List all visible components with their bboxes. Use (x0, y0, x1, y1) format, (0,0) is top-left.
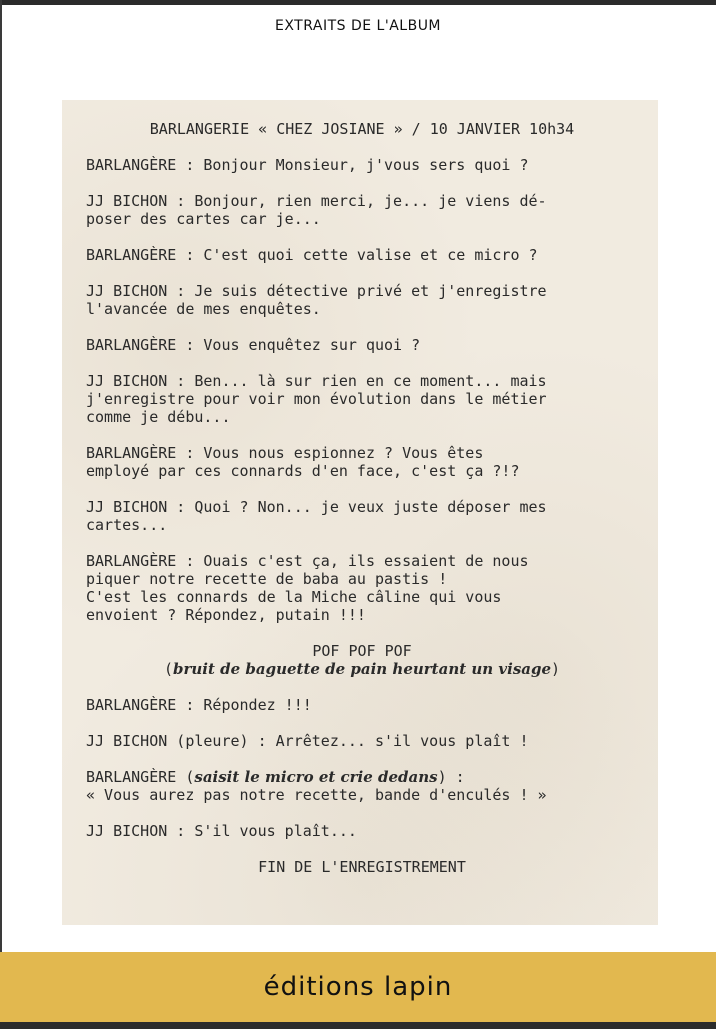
ending-text: FIN DE L'ENREGISTREMENT (258, 858, 466, 876)
dialogue-line: BARLANGÈRE : Ouais c'est ça, ils essaient de nous piquer notre recette de baba au pastis ! C'est les connards de la Miche câline qui vous envoient ? Répondez, putain !!! (86, 552, 529, 624)
dialogue-line: BARLANGÈRE : Vous nous espionnez ? Vous êtes employé par ces connards d'en face, c'est ça ?!? (86, 444, 520, 480)
quote: « Vous aurez pas notre recette, bande d'enculés ! » (86, 786, 547, 804)
dialogue-line: JJ BICHON : Je suis détective privé et j'enregistre l'avancée de mes enquêtes. (86, 282, 547, 318)
dialogue-line: JJ BICHON : Quoi ? Non... je veux juste déposer mes cartes... (86, 498, 547, 534)
dialogue-line: JJ BICHON : Bonjour, rien merci, je... je viens dé- poser des cartes car je... (86, 192, 547, 228)
scene-heading: BARLANGERIE « CHEZ JOSIANE » / 10 JANVIER 10h34 (149, 120, 575, 138)
note-paren-close: ) (551, 660, 561, 678)
bottom-border (0, 1022, 716, 1029)
footer-band (0, 952, 716, 1022)
dialogue-line: BARLANGÈRE : Vous enquêtez sur quoi ? (86, 336, 421, 354)
dialogue-line: JJ BICHON (pleure) : Arrêtez... s'il vous plaît ! (86, 732, 529, 750)
stage-direction: saisit le micro et crie dedans (194, 768, 438, 786)
dialogue-line: BARLANGÈRE : Bonjour Monsieur, j'vous sers quoi ? (86, 156, 529, 174)
speaker: BARLANGÈRE ( (86, 768, 195, 786)
sound-effect-note (86, 660, 638, 678)
note-text: bruit de baguette de pain heurtant un visage (172, 660, 552, 678)
typewritten-sheet (62, 100, 658, 925)
script-text (86, 120, 638, 894)
note-paren-open: ( (163, 660, 173, 678)
page-title: EXTRAITS DE L'ALBUM (274, 18, 442, 34)
dialogue-line: BARLANGÈRE : C'est quoi cette valise et ce micro ? (86, 246, 538, 264)
left-border (0, 0, 2, 960)
dialogue-line: JJ BICHON : Ben... là sur rien en ce moment... mais j'enregistre pour voir mon évolution dans le métier comme je débu... (86, 372, 547, 426)
sound-effect: POF POF POF (312, 642, 412, 660)
dialogue-line-action (86, 768, 638, 804)
dialogue-line: BARLANGÈRE : Répondez !!! (86, 696, 312, 714)
top-border (0, 0, 716, 5)
publisher-logo: éditions lapin (263, 972, 453, 1002)
dialogue-line: JJ BICHON : S'il vous plaît... (86, 822, 357, 840)
speaker-tail: ) : (437, 768, 465, 786)
